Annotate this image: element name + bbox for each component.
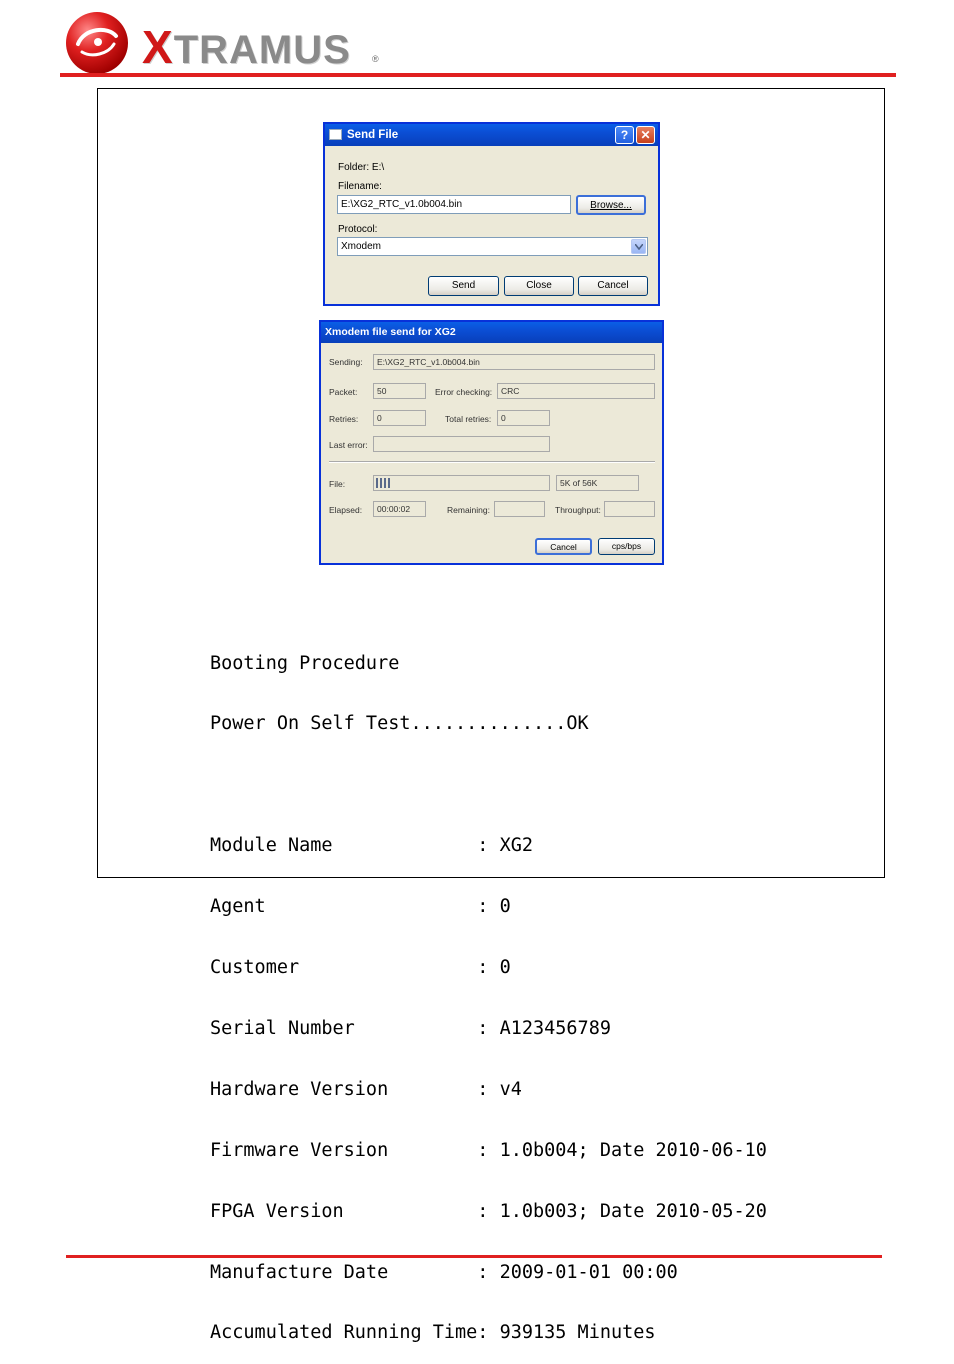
file-size-field: 5K of 56K bbox=[556, 475, 639, 491]
log-line: Serial Number : A123456789 bbox=[210, 1017, 611, 1039]
registered-mark: ® bbox=[372, 54, 379, 64]
log-line: Accumulated Running Time: 939135 Minutes bbox=[210, 1322, 656, 1344]
throughput-label: Throughput: bbox=[555, 505, 601, 515]
xmodem-title: Xmodem file send for XG2 bbox=[325, 326, 456, 338]
protocol-select[interactable] bbox=[337, 237, 648, 256]
send-file-title: Send File bbox=[347, 129, 399, 141]
log-line: Booting Procedure bbox=[210, 652, 400, 674]
packet-label: Packet: bbox=[329, 387, 358, 397]
send-file-dialog bbox=[323, 122, 660, 306]
retries-label: Retries: bbox=[329, 414, 359, 424]
cps-bps-button[interactable]: cps/bps bbox=[598, 538, 655, 555]
protocol-label: Protocol: bbox=[338, 224, 378, 235]
file-progress-bar bbox=[373, 475, 550, 491]
divider bbox=[329, 461, 655, 463]
filename-label: Filename: bbox=[338, 181, 382, 192]
remaining-field bbox=[494, 501, 545, 517]
send-file-titlebar[interactable] bbox=[325, 124, 658, 146]
sending-field: E:\XG2_RTC_v1.0b004.bin bbox=[373, 354, 655, 370]
retries-field: 0 bbox=[373, 410, 426, 426]
log-line: Module Name : XG2 bbox=[210, 835, 534, 857]
boot-log bbox=[210, 613, 767, 1364]
error-checking-label: Error checking: bbox=[435, 387, 493, 397]
xmodem-cancel-button[interactable]: Cancel bbox=[535, 538, 592, 555]
chevron-down-icon[interactable] bbox=[631, 239, 646, 254]
send-button[interactable]: Send bbox=[428, 276, 499, 296]
total-retries-label: Total retries: bbox=[445, 414, 492, 424]
folder-label: Folder: E:\ bbox=[338, 162, 385, 173]
total-retries-field: 0 bbox=[497, 410, 550, 426]
log-line: Manufacture Date : 2009-01-01 00:00 bbox=[210, 1261, 678, 1283]
cancel-button[interactable]: Cancel bbox=[578, 276, 648, 296]
log-line: Agent : 0 bbox=[210, 896, 511, 918]
log-line: Power On Self Test..............OK bbox=[210, 713, 589, 735]
footer-rule bbox=[66, 1255, 882, 1258]
file-label: File: bbox=[329, 479, 346, 489]
xmodem-dialog bbox=[319, 320, 664, 565]
remaining-label: Remaining: bbox=[447, 505, 490, 515]
elapsed-label: Elapsed: bbox=[329, 505, 363, 515]
log-line: Customer : 0 bbox=[210, 957, 511, 979]
xmodem-titlebar[interactable] bbox=[321, 322, 662, 343]
protocol-selected-value: Xmodem bbox=[341, 241, 382, 252]
sending-label: Sending: bbox=[329, 357, 363, 367]
last-error-label: Last error: bbox=[329, 440, 368, 450]
throughput-field bbox=[604, 501, 655, 517]
browse-button[interactable]: Browse... bbox=[576, 195, 646, 215]
close-window-button[interactable]: ✕ bbox=[636, 126, 655, 144]
log-line: Hardware Version : v4 bbox=[210, 1078, 522, 1100]
log-line: Firmware Version : 1.0b004; Date 2010-06-10 bbox=[210, 1139, 767, 1161]
file-progress-fill bbox=[376, 478, 391, 488]
elapsed-field: 00:00:02 bbox=[373, 501, 426, 517]
log-line: FPGA Version : 1.0b003; Date 2010-05-20 bbox=[210, 1200, 767, 1222]
help-button[interactable]: ? bbox=[615, 126, 634, 144]
packet-field: 50 bbox=[373, 383, 426, 399]
logo-wordmark: XTRAMUS bbox=[142, 21, 351, 73]
window-icon bbox=[329, 129, 342, 140]
last-error-field bbox=[373, 436, 550, 452]
filename-input[interactable]: E:\XG2_RTC_v1.0b004.bin bbox=[337, 195, 571, 214]
header-rule bbox=[60, 73, 896, 77]
error-checking-field: CRC bbox=[497, 383, 655, 399]
close-button[interactable]: Close bbox=[504, 276, 574, 296]
log-line bbox=[210, 775, 767, 795]
logo-swirl-icon bbox=[74, 24, 120, 60]
